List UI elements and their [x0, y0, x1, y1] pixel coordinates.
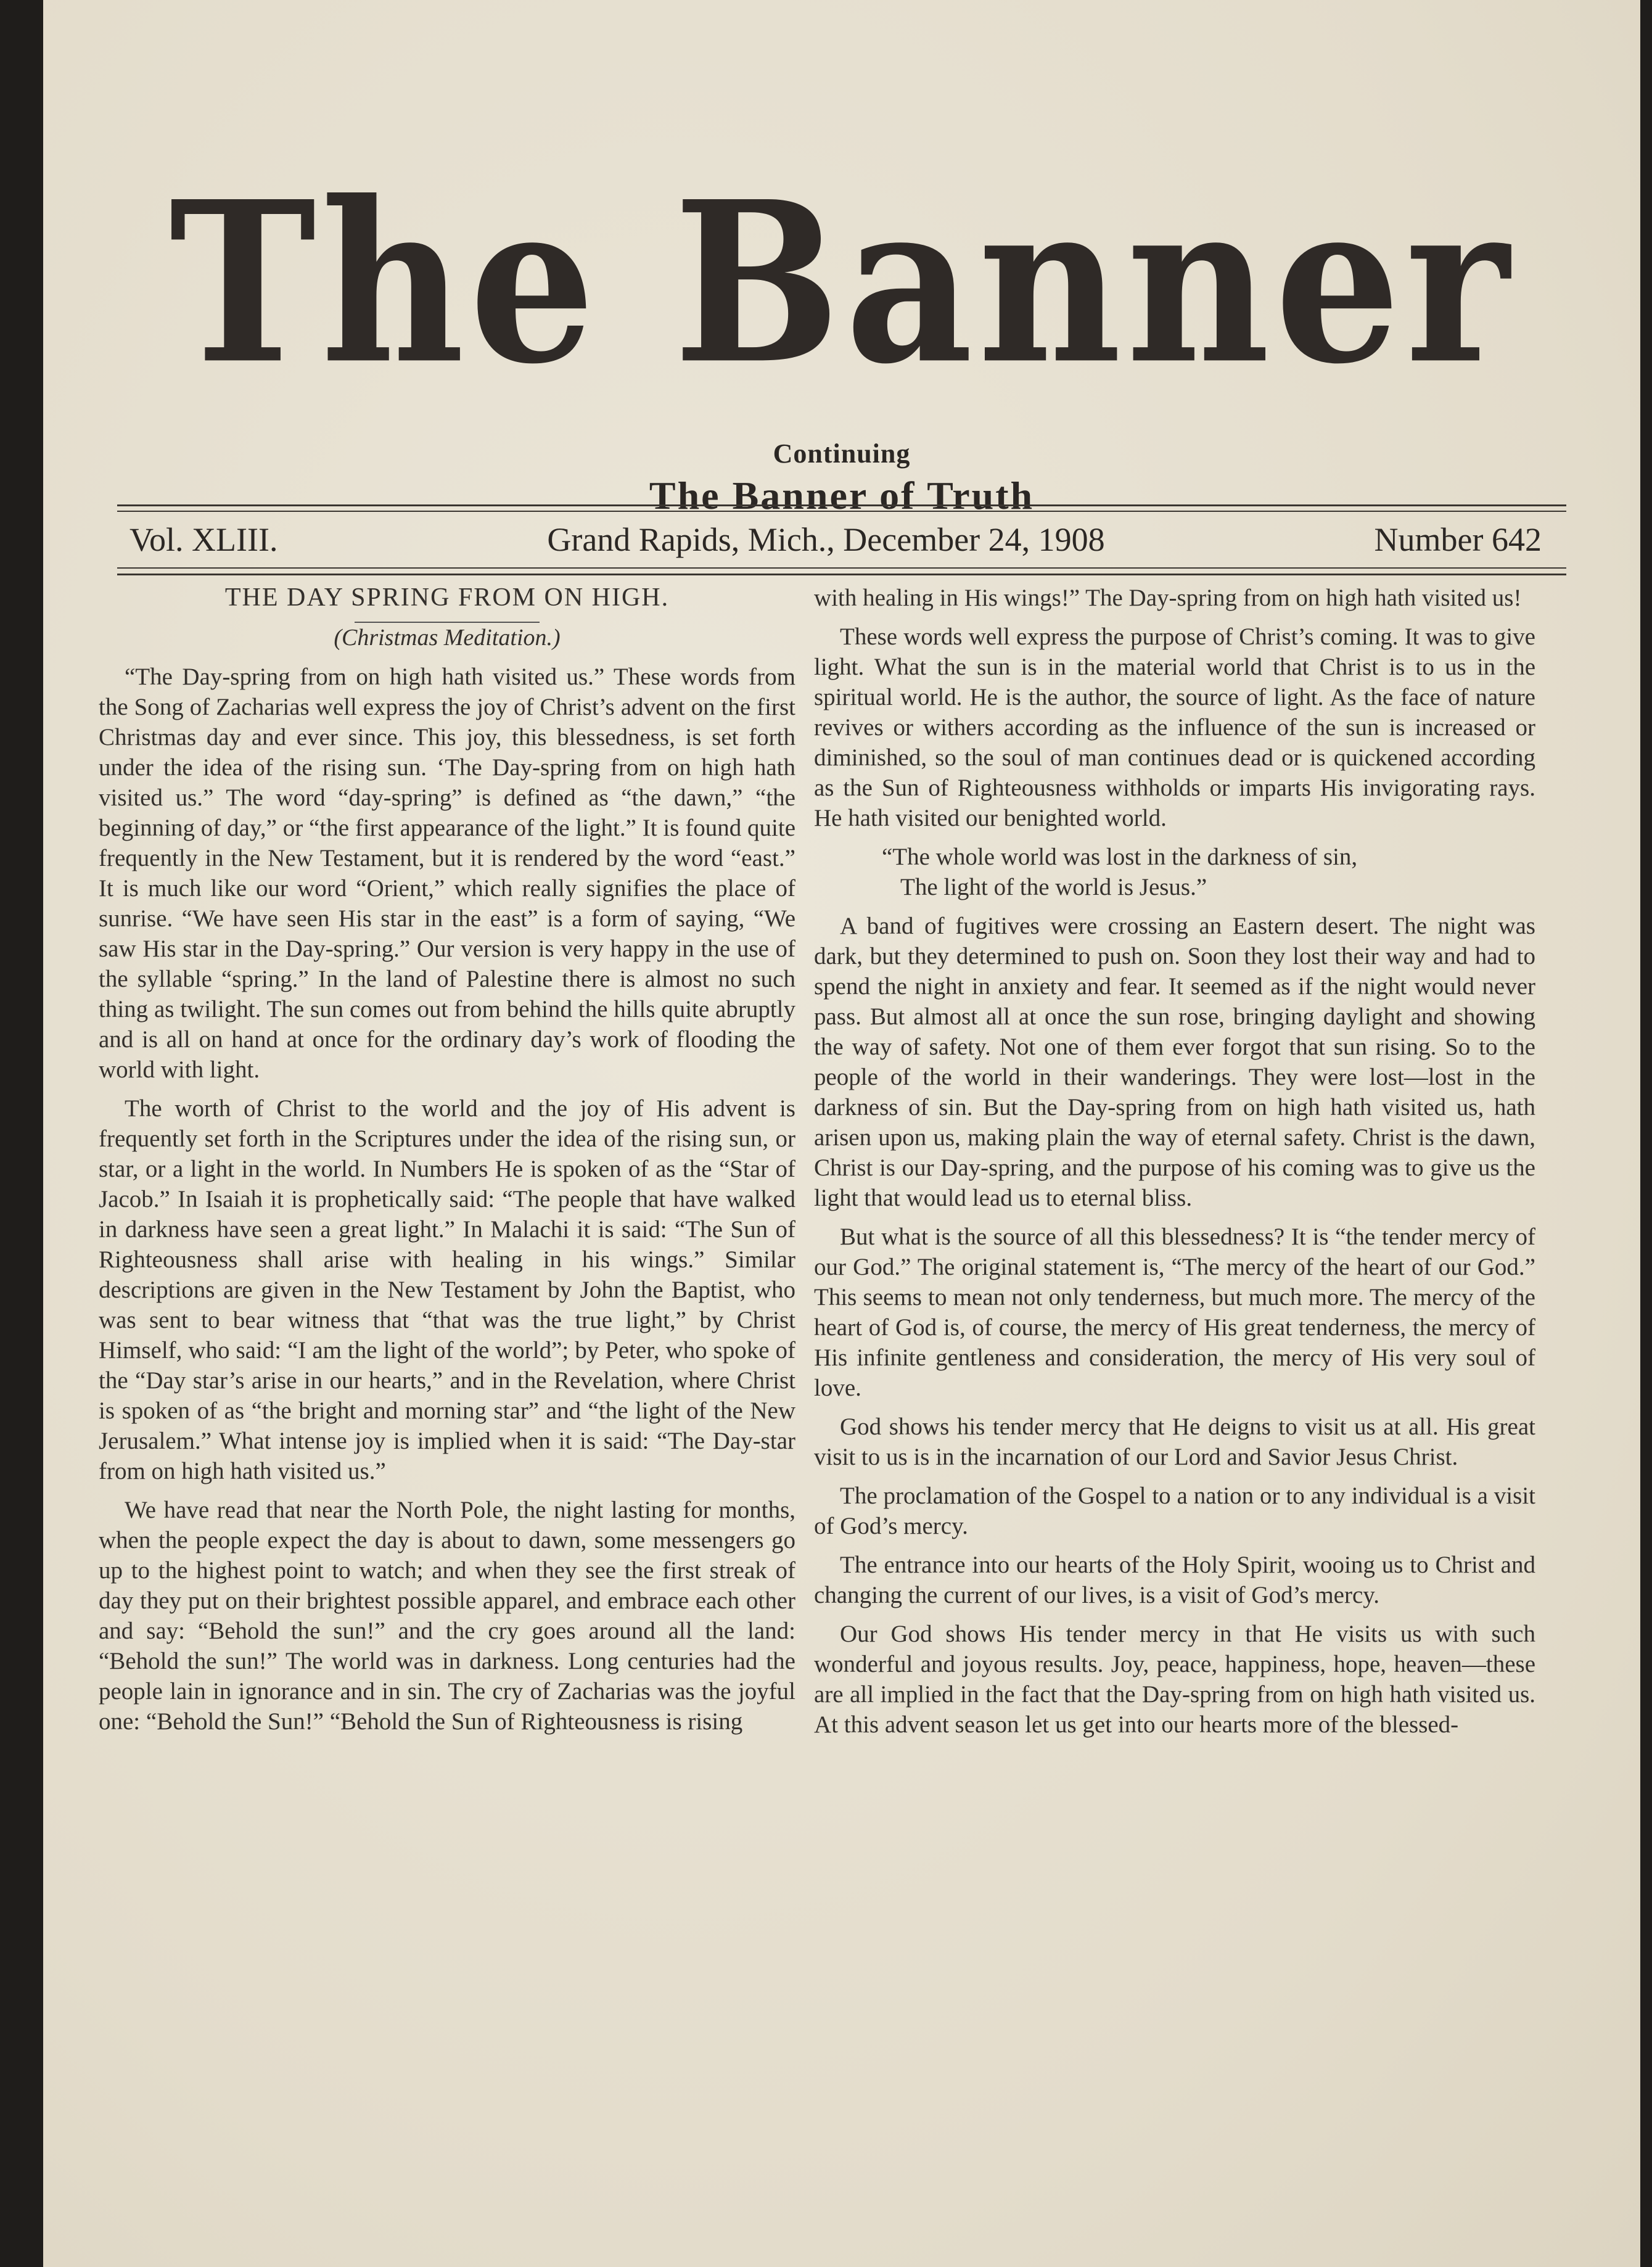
issue-info-bar: [129, 518, 1542, 561]
volume-label: Vol. XLIII.: [129, 521, 278, 558]
newspaper-page: [43, 0, 1640, 2267]
article-heading: THE DAY SPRING FROM ON HIGH.: [224, 583, 670, 612]
masthead-continuing: Continuing: [773, 438, 911, 469]
verse-line: “The whole world was lost in the darkness of sin,: [882, 844, 1358, 870]
article-paragraph: We have read that near the North Pole, the night lasting for months, when the people expect the day is about to dawn, some messengers go up to the highest point to watch; and when they see the first streak of day they put on their brightest possible apparel, and embrace each other and say: “Behold the sun!” and the cry goes around all the land: “Behold the sun!” The world was in darkness. Long centuries had the people lain in ignorance and in sin. The cry of Zacharias was the joyful one: “Behold the Sun!” “Behold the Sun of Righteousness is rising: [99, 1497, 795, 1735]
article-paragraph: The worth of Christ to the world and the joy of His advent is frequently set forth in the Scriptures under the idea of the rising sun, or star, or a light in the world. In Numbers He is spoken of as the “Star of Jacob.” In Isaiah it is prophetically said: “The people that have walked in darkness have seen a great light.” In Malachi it is said: “The Sun of Righteousness shall arise with healing in his wings.” Similar descriptions are given in the New Testament by John the Baptist, who was sent to bear witness that “that was the true light,” by Christ Himself, who said: “I am the light of the world”; by Peter, who spoke of the “Day star’s arise in our hearts,” and in the Revelation, where Christ is spoken of as “the bright and morning star” and “the light of the New Jerusalem.” What intense joy is implied when it is said: “The Day-star from on high hath visited us.”: [99, 1095, 795, 1484]
top-rule: [117, 504, 1566, 506]
article-paragraph: The entrance into our hearts of the Holy Spirit, wooing us to Christ and changing the current of our lives, is a visit of God’s mercy.: [814, 1552, 1535, 1608]
issue-number-label: Number 642: [1374, 521, 1542, 558]
masthead-subtitle: The Banner of Truth: [649, 474, 1035, 517]
masthead-title: The Banner: [169, 154, 1514, 413]
article-column-left: [99, 583, 795, 1745]
article-column-right: [814, 583, 1535, 1748]
article-paragraph: with healing in His wings!” The Day-spring from on high hath visited us!: [814, 585, 1522, 611]
article-paragraph: Our God shows His tender mercy in that He visits us with such wonderful and joyous results. Joy, peace, happiness, hope, heaven—these are all implied in the fact that the Day-spring from on high hath visited us. At this advent season let us get into our hearts more of the blessed-: [814, 1621, 1535, 1738]
top-rule-inner: [117, 511, 1566, 512]
article-paragraph: The proclamation of the Gospel to a nation or to any individual is a visit of God’s mercy.: [814, 1483, 1535, 1539]
article-paragraph: “The Day-spring from on high hath visited us.” These words from the Song of Zacharias well express the joy of Christ’s advent on the first Christmas day and ever since. This joy, this blessedness, is set forth under the idea of the rising sun. ‘The Day-spring from on high hath visited us.” The word “day-spring” is defined as “the dawn,” “the beginning of day,” or “the first appearance of the light.” It is found quite frequently in the New Testament, but it is rendered by the word “east.” It is much like our word “Orient,” which really signifies the place of sunrise. “We have seen His star in the east” is a form of saying, “We saw His star in the Day-spring.” Our version is very happy in the use of the syllable “spring.” In the land of Palestine there is almost no such thing as twilight. The sun comes out from behind the hills quite abruptly and is all on hand at once for the ordinary day’s work of flooding the world with light.: [99, 664, 795, 1083]
bottom-rule: [117, 574, 1566, 575]
masthead: [43, 154, 1640, 519]
place-date-label: Grand Rapids, Mich., December 24, 1908: [547, 521, 1105, 558]
article-paragraph: But what is the source of all this blessedness? It is “the tender mercy of our God.” The original statement is, “The mercy of the heart of our God.” This seems to mean not only tenderness, but much more. The mercy of the heart of God is, of course, the mercy of His great tenderness, the mercy of His infinite gentleness and consideration, the mercy of His very soul of love.: [814, 1224, 1535, 1401]
article-paragraph: These words well express the purpose of Christ’s coming. It was to give light. What the sun is in the material world that Christ is to us in the spiritual world. He is the author, the source of light. As the face of nature revives or withers according as the influence of the sun is increased or diminished, so the soul of man continues dead or is quickened according as the Sun of Righteousness withholds or imparts His invigorating rays. He hath visited our benighted world.: [814, 623, 1535, 831]
article-subheading: (Christmas Meditation.): [334, 625, 561, 651]
article-paragraph: God shows his tender mercy that He deigns to visit us at all. His great visit to us is in the incarnation of our Lord and Savior Jesus Christ.: [814, 1413, 1535, 1470]
bottom-rule-inner: [117, 567, 1566, 569]
verse-line: The light of the world is Jesus.”: [900, 874, 1207, 900]
article-paragraph: A band of fugitives were crossing an Eastern desert. The night was dark, but they determined to push on. Soon they lost their way and had to spend the night in anxiety and fear. It seemed as if the night would never pass. But almost all at once the sun rose, bringing daylight and showing the way of safety. Not one of them ever forgot that sun rising. So to the people of the world in their wanderings. They were lost—lost in the darkness of sin. But the Day-spring from on high hath visited us, hath arisen upon us, making plain the way of eternal safety. Christ is the dawn, Christ is our Day-spring, and the purpose of his coming was to give us the light that would lead us to eternal bliss.: [814, 913, 1535, 1211]
